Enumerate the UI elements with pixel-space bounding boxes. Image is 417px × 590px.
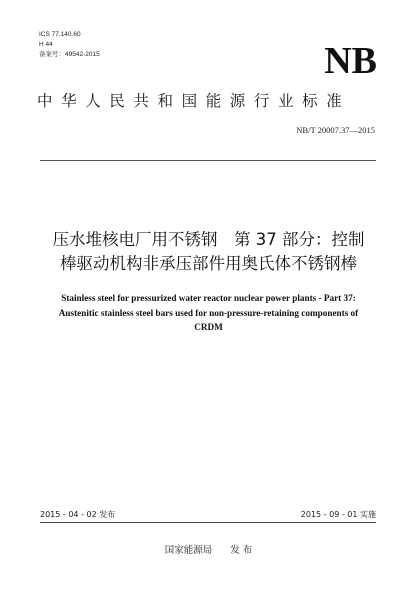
title-cn-line-1: 压水堆核电厂用不锈钢 第 37 部分：控制 (52, 230, 365, 249)
title-en-line-2: Austenitic stainless steel bars used for non-pressure-retaining components of (58, 307, 359, 318)
title-cn-line-2: 棒驱动机构非承压部件用奥氏体不锈钢棒 (60, 254, 357, 273)
issue-date: 2015 - 04 - 02 发布 (40, 510, 116, 519)
standard-metadata (39, 30, 100, 60)
category-code: H 44 (39, 41, 53, 48)
standard-title: 中华人民共和国能源行业标准 (37, 92, 351, 110)
document-title-english (0, 291, 417, 335)
header-divider (40, 160, 376, 161)
footer-divider (40, 522, 376, 523)
document-title-chinese (0, 228, 417, 276)
ics-code: ICS 77.140.60 (39, 31, 81, 38)
issuer-name: 国家能源局 (164, 545, 213, 556)
nb-logo: NB (324, 40, 377, 82)
implementation-date: 2015 - 09 - 01 实施 (300, 510, 376, 519)
issuer-line (0, 544, 417, 557)
record-number: 备案号：49542-2015 (39, 51, 100, 58)
issuer-action: 发 布 (230, 545, 253, 556)
standard-number: NB/T 20007.37—2015 (296, 125, 375, 135)
title-en-line-3: CRDM (194, 322, 223, 332)
title-en-line-1: Stainless steel for pressurized water reactor nuclear power plants - Part 37: (61, 293, 356, 303)
